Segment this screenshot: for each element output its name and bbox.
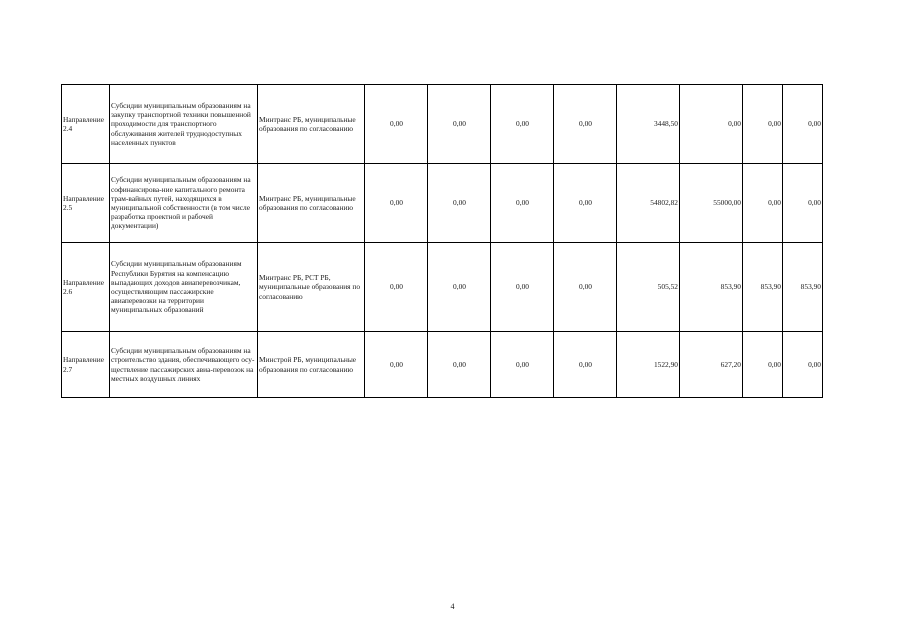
value-cell: 0,00 [428,85,491,164]
value-cell: 1522,90 [617,332,680,398]
value-cell: 0,00 [491,332,554,398]
value-cell: 853,90 [680,243,743,332]
value-cell: 0,00 [743,332,783,398]
value-cell: 0,00 [743,85,783,164]
direction-cell: Направление 2.7 [62,332,110,398]
value-cell: 0,00 [365,85,428,164]
budget-table [61,84,823,398]
description-cell: Субсидии муниципальным образованиям на закупку транспортной техники повышенной проходимости для транспортного обслуживания жителей труднодоступных населенных пунктов [110,85,258,164]
value-cell: 0,00 [554,332,617,398]
value-cell: 0,00 [554,164,617,243]
executor-cell: Минтранс РБ, РСТ РБ, муниципальные образования по согласованию [258,243,365,332]
value-cell: 0,00 [428,243,491,332]
value-cell: 627,20 [680,332,743,398]
value-cell: 0,00 [365,332,428,398]
direction-cell: Направление 2.5 [62,164,110,243]
value-cell: 0,00 [491,85,554,164]
value-cell: 0,00 [554,243,617,332]
value-cell: 505,52 [617,243,680,332]
direction-cell: Направление 2.4 [62,85,110,164]
value-cell: 0,00 [743,164,783,243]
value-cell: 0,00 [554,85,617,164]
value-cell: 55000,00 [680,164,743,243]
table-row [62,332,823,398]
direction-cell: Направление 2.6 [62,243,110,332]
value-cell: 0,00 [491,243,554,332]
page-number: 4 [450,602,455,611]
value-cell: 0,00 [491,164,554,243]
value-cell: 0,00 [428,164,491,243]
description-cell: Субсидии муниципальным образованиям на софинансирова-ние капитального ремонта трам-вайных путей, находящихся в муниципальной собственности (в том числе разработка проектной и рабочей документации) [110,164,258,243]
value-cell: 0,00 [365,243,428,332]
value-cell: 0,00 [783,332,823,398]
value-cell: 853,90 [743,243,783,332]
value-cell: 0,00 [783,164,823,243]
table-row [62,243,823,332]
executor-cell: Минтранс РБ, муниципальные образования по согласованию [258,164,365,243]
value-cell: 3448,50 [617,85,680,164]
value-cell: 0,00 [680,85,743,164]
executor-cell: Минтранс РБ, муниципальные образования по согласованию [258,85,365,164]
value-cell: 853,90 [783,243,823,332]
table-row [62,164,823,243]
value-cell: 0,00 [365,164,428,243]
value-cell: 0,00 [783,85,823,164]
description-cell: Субсидии муниципальным образованиям Республики Бурятия на компенсацию выпадающих доходов авиаперевозчикам, осуществляющим пассажирские авиаперевозки на территории муниципальных образований [110,243,258,332]
executor-cell: Минстрой РБ, муниципальные образования по согласованию [258,332,365,398]
value-cell: 54802,82 [617,164,680,243]
table-row [62,85,823,164]
description-cell: Субсидии муниципальным образованиям на строительство здания, обеспечивающего осу-ществление пассажирских авиа-перевозок на местных воздушных линиях [110,332,258,398]
value-cell: 0,00 [428,332,491,398]
